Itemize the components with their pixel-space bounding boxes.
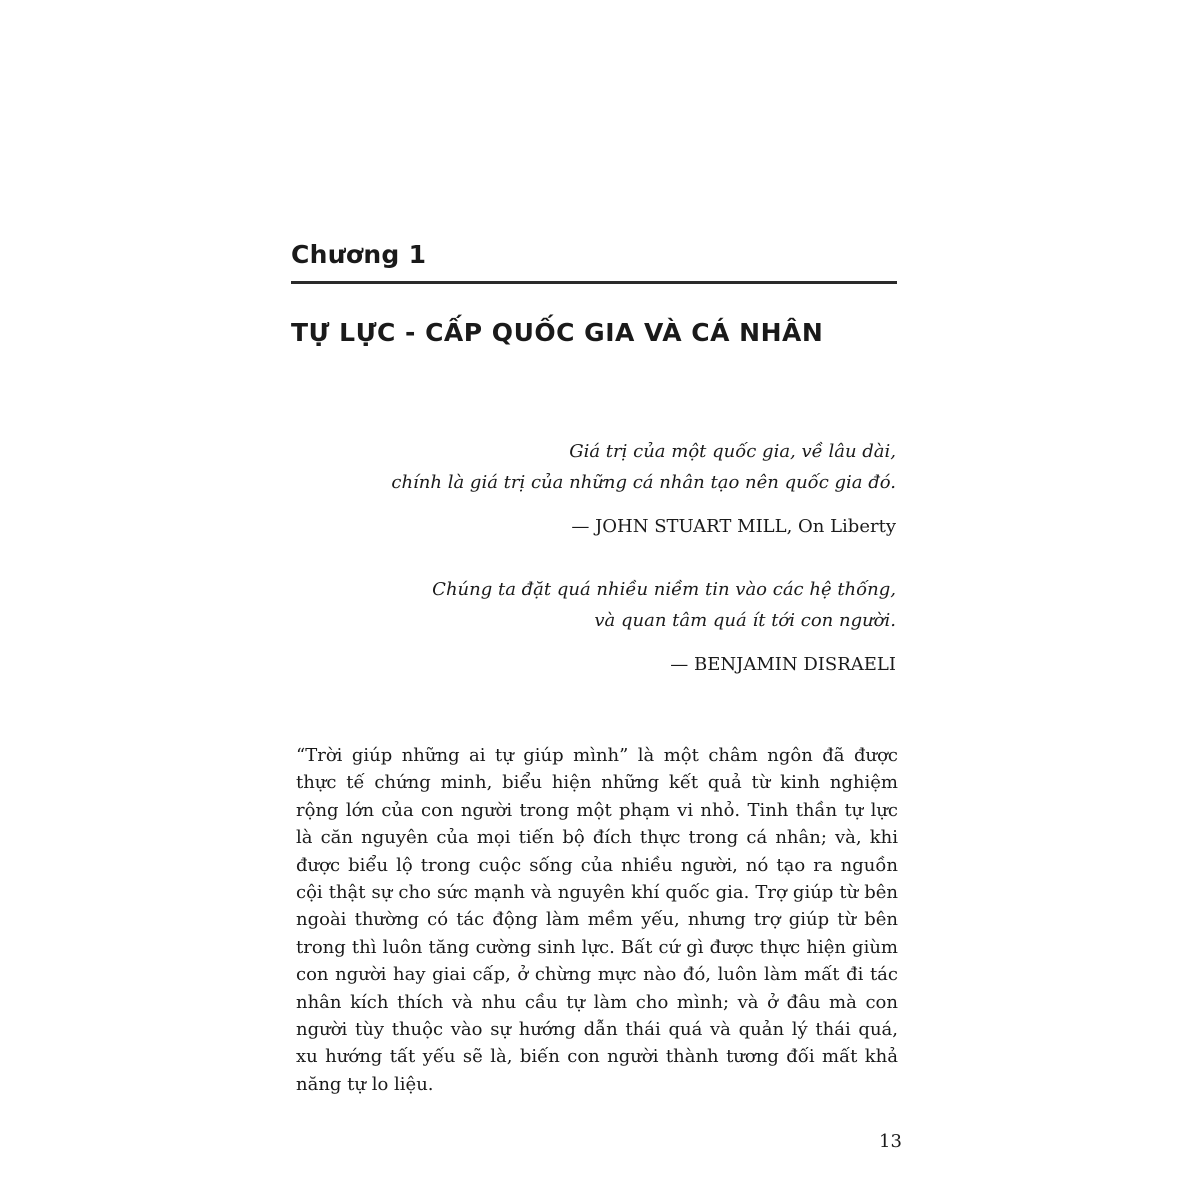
- body-line: trong thì luôn tăng cường sinh lực. Bất cứ gì được thực hiện giùm: [296, 936, 898, 958]
- body-paragraph: [296, 742, 898, 1098]
- chapter-divider: [291, 281, 897, 284]
- body-line: “Trời giúp những ai tự giúp mình” là một châm ngôn đã được: [296, 745, 898, 766]
- body-line: nhân kích thích và nhu cầu tự làm cho mình; và ở đâu mà con: [296, 991, 898, 1013]
- epigraph-quote-line: và quan tâm quá ít tới con người.: [594, 610, 896, 631]
- epigraph: [336, 574, 896, 677]
- epigraph-quote: [336, 436, 896, 498]
- epigraph-quote-line: Giá trị của một quốc gia, về lâu dài,: [569, 441, 896, 462]
- epigraph-quote-line: chính là giá trị của những cá nhân tạo nên quốc gia đó.: [391, 472, 896, 493]
- body-line: con người hay giai cấp, ở chừng mực nào đó, luôn làm mất đi tác: [296, 964, 898, 986]
- chapter-label: Chương 1: [291, 240, 427, 269]
- body-line: ngoài thường có tác động làm mềm yếu, nhưng trợ giúp từ bên: [296, 909, 898, 931]
- chapter-title: TỰ LỰC - CẤP QUỐC GIA VÀ CÁ NHÂN: [291, 318, 824, 347]
- body-line: cội thật sự cho sức mạnh và nguyên khí quốc gia. Trợ giúp từ bên: [296, 882, 898, 904]
- body-line: xu hướng tất yếu sẽ là, biến con người thành tương đối mất khả: [296, 1046, 898, 1068]
- body-line: rộng lớn của con người trong một phạm vi nhỏ. Tinh thần tự lực: [296, 799, 898, 821]
- epigraph: [336, 436, 896, 539]
- epigraph-quote-line: Chúng ta đặt quá nhiều niềm tin vào các hệ thống,: [432, 579, 896, 600]
- body-line: người tùy thuộc vào sự hướng dẫn thái quá và quản lý thái quá,: [296, 1019, 898, 1041]
- epigraph-attribution: — JOHN STUART MILL, On Liberty: [571, 516, 896, 537]
- epigraph-quote: [336, 574, 896, 636]
- body-line: được biểu lộ trong cuộc sống của nhiều người, nó tạo ra nguồn: [296, 854, 898, 876]
- body-line: là căn nguyên của mọi tiến bộ đích thực trong cá nhân; và, khi: [296, 827, 898, 849]
- body-line: thực tế chứng minh, biểu hiện những kết quả từ kinh nghiệm: [296, 772, 898, 794]
- epigraph-attribution: — BENJAMIN DISRAELI: [670, 654, 896, 675]
- body-line: năng tự lo liệu.: [296, 1073, 434, 1095]
- page-number: 13: [879, 1131, 902, 1152]
